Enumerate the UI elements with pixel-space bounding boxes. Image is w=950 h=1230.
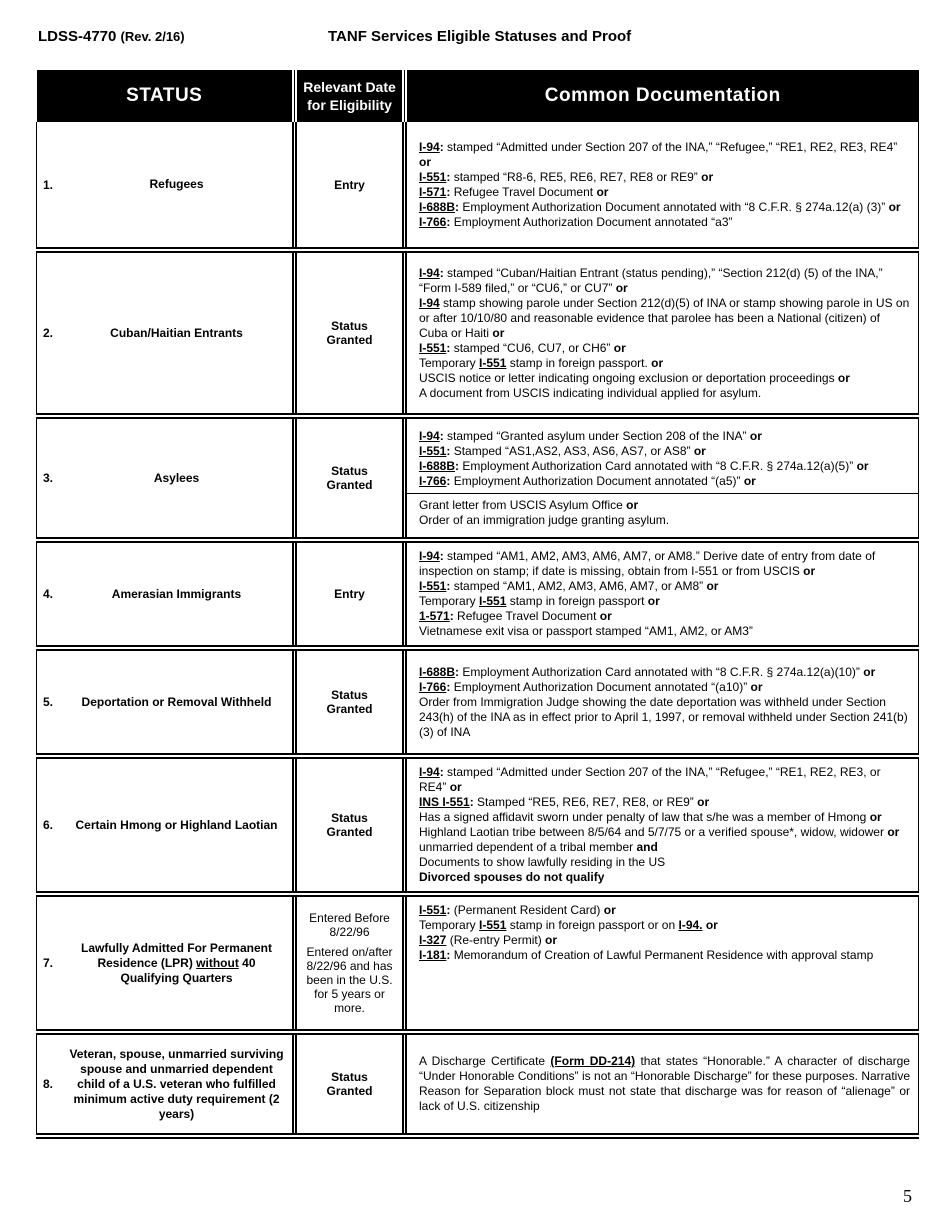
eligibility-date: Status Granted [326,464,373,492]
eligibility-table [36,70,919,1139]
table-row [37,540,919,648]
documentation-line: Temporary I-551 stamp in foreign passport. or [419,355,664,370]
form-revision: (Rev. 2/16) [120,29,185,44]
documentation-separator [407,493,918,494]
page-number: 5 [903,1186,912,1206]
row-number: 4. [43,587,54,601]
form-code: LDSS-4770 (Rev. 2/16) [38,28,185,45]
documentation-line: I-94 stamp showing parole under Section 212(d)(5) of INA or stamp showing parole in US on or after 10/10/80 and reasonable evidence that parolee has been a National (citizen) of Cuba or Haiti or [419,295,910,340]
documentation-line: Vietnamese exit visa or passport stamped “AM1, AM2, or AM3” [419,624,753,638]
table-body [37,122,919,1136]
row-number: 1. [43,177,54,192]
row-number: 7. [43,956,54,970]
documentation-cell [405,122,919,250]
documentation-line: I-551: (Permanent Resident Card) or [419,903,616,917]
eligibility-date: Entry [334,587,365,601]
documentation-line: I-94: stamped “Admitted under Section 207 of the INA,” “Refugee,” “RE1, RE2, RE3, or RE4” or [419,765,881,794]
status-cell [37,250,295,416]
documentation-cell [405,894,919,1032]
documentation-line: I-327 (Re-entry Permit) or [419,933,558,947]
documentation-line: Order from Immigration Judge showing the date deportation was withheld under Section 243(h) of the INA as in effect prior to April 1, 1997, or removal withheld under Section 241(b)(3) of INA [419,694,908,739]
eligibility-date-cell [295,756,405,894]
eligibility-date: Status Granted [326,811,373,839]
documentation-line: 1-571: Refugee Travel Document or [419,609,612,623]
documentation-line: I-688B: Employment Authorization Card annotated with “8 C.F.R. § 274a.12(a)(10)” or [419,664,876,679]
documentation-cell [405,250,919,416]
documentation-line: I-688B: Employment Authorization Document annotated with “8 C.F.R. § 274a.12(a) (3)” or [419,199,901,214]
column-header-documentation: Common Documentation [405,70,919,122]
documentation-line: I-94: stamped “Cuban/Haitian Entrant (status pending),” “Section 212(d) (5) of the INA,” “Form I-589 filed,” or “CU6,” or CU7” or [419,265,883,295]
documentation-line: Divorced spouses do not qualify [419,870,605,884]
table-header-row [37,70,919,122]
table-row [37,894,919,1032]
status-cell [37,648,295,756]
eligibility-date: Status Granted [326,688,373,716]
documentation-cell [405,416,919,540]
documentation-line: I-766: Employment Authorization Document annotated “(a5)” or [419,473,756,488]
table-row [37,122,919,250]
status-label: Certain Hmong or Highland Laotian [75,817,278,832]
documentation-line: Documents to show lawfully residing in the US [419,855,666,869]
documentation-line: Grant letter from USCIS Asylum Office or [419,497,639,512]
documentation-line: I-551: Stamped “AS1,AS2, AS3, AS6, AS7, or AS8” or [419,443,706,458]
status-cell [37,894,295,1032]
table-row [37,416,919,540]
documentation-line: USCIS notice or letter indicating ongoing exclusion or deportation proceedings or [419,370,850,385]
documentation-line: I-571: Refugee Travel Document or [419,184,609,199]
documentation-line: I-94: stamped “Admitted under Section 207 of the INA,” “Refugee,” “RE1, RE2, RE3, RE4” or [419,139,898,169]
documentation-line: Temporary I-551 stamp in foreign passport or [419,594,660,608]
documentation-line: Order of an immigration judge granting asylum. [419,512,670,527]
documentation-line: I-94: stamped “Granted asylum under Section 208 of the INA” or [419,428,762,443]
row-number: 2. [43,326,54,340]
column-header-status: STATUS [37,70,295,122]
eligibility-date-cell [295,416,405,540]
documentation-line: I-94: stamped “AM1, AM2, AM3, AM6, AM7, or AM8.” Derive date of entry from date of inspection on stamp; if date is missing, obtain from I-551 or from USCIS or [419,549,876,578]
documentation-line: I-688B: Employment Authorization Card annotated with “8 C.F.R. § 274a.12(a)(5)” or [419,458,869,473]
documentation-line: INS I-551: Stamped “RE5, RE6, RE7, RE8, or RE9” or [419,795,710,809]
eligibility-date-cell [295,1032,405,1136]
eligibility-date-cell [295,122,405,250]
status-cell [37,416,295,540]
status-label: Refugees [149,177,204,191]
eligibility-date-cell [295,894,405,1032]
documentation-line: Temporary I-551 stamp in foreign passport or on I-94. or [419,918,718,932]
documentation-line: A Discharge Certificate (Form DD-214) that states “Honorable.” A character of discharge “Under Honorable Conditions” is not an “Honorable Discharge” for these purposes. Narrative Reason for Separation block must not state that discharge was for reason of “alienage” or lack of U.S. citizenship [419,1054,910,1113]
documentation-cell [405,540,919,648]
document-title: TANF Services Eligible Statuses and Proof [328,28,632,45]
eligibility-date-cell [295,540,405,648]
eligibility-date-cell [295,250,405,416]
documentation-line: I-551: stamped “R8-6, RE5, RE6, RE7, RE8 or RE9” or [419,169,714,184]
status-label: Cuban/Haitian Entrants [110,325,243,340]
documentation-cell [405,1032,919,1136]
row-number: 5. [43,695,54,709]
eligibility-date-cell [295,648,405,756]
eligibility-date-part: Entered Before 8/22/96 [309,911,390,939]
documentation-line: I-766: Employment Authorization Document annotated “(a10)” or [419,679,763,694]
eligibility-date-part: Entered on/after 8/22/96 and has been in the U.S. for 5 years or more. [306,945,393,1015]
status-label: Lawfully Admitted For Permanent Residence (LPR) without 40 Qualifying Quarters [81,940,272,985]
row-number: 3. [43,471,54,485]
table-row [37,250,919,416]
row-number: 8. [43,1077,54,1091]
documentation-line: I-181: Memorandum of Creation of Lawful Permanent Residence with approval stamp [419,948,874,962]
status-cell [37,540,295,648]
documentation-line: Has a signed affidavit sworn under penalty of law that s/he was a member of Hmong or Highland Laotian tribe between 8/5/64 and 5/7/75 or a verified spouse*, widow, widower or unmarried dependent of a tribal member and [419,810,900,854]
table-row [37,648,919,756]
status-cell [37,756,295,894]
column-header-date: Relevant Date for Eligibility [295,70,405,122]
documentation-cell [405,648,919,756]
status-label: Veteran, spouse, unmarried surviving spouse and unmarried dependent child of a U.S. veteran who fulfilled minimum active duty requirement (2 years) [69,1046,284,1121]
eligibility-date: Entry [334,177,365,192]
status-label: Deportation or Removal Withheld [81,694,272,709]
documentation-line: A document from USCIS indicating individual applied for asylum. [419,385,762,400]
status-cell [37,122,295,250]
documentation-line: I-551: stamped “AM1, AM2, AM3, AM6, AM7, or AM8” or [419,579,719,593]
row-number: 6. [43,818,54,832]
documentation-line: I-766: Employment Authorization Document annotated “a3” [419,214,733,229]
documentation-cell [405,756,919,894]
documentation-line: I-551: stamped “CU6, CU7, or CH6” or [419,340,626,355]
table-row [37,1032,919,1136]
status-cell [37,1032,295,1136]
status-label: Asylees [153,470,200,485]
table-row [37,756,919,894]
eligibility-date: Status Granted [326,1070,373,1098]
eligibility-date: Status Granted [326,319,373,347]
status-label: Amerasian Immigrants [111,586,242,601]
